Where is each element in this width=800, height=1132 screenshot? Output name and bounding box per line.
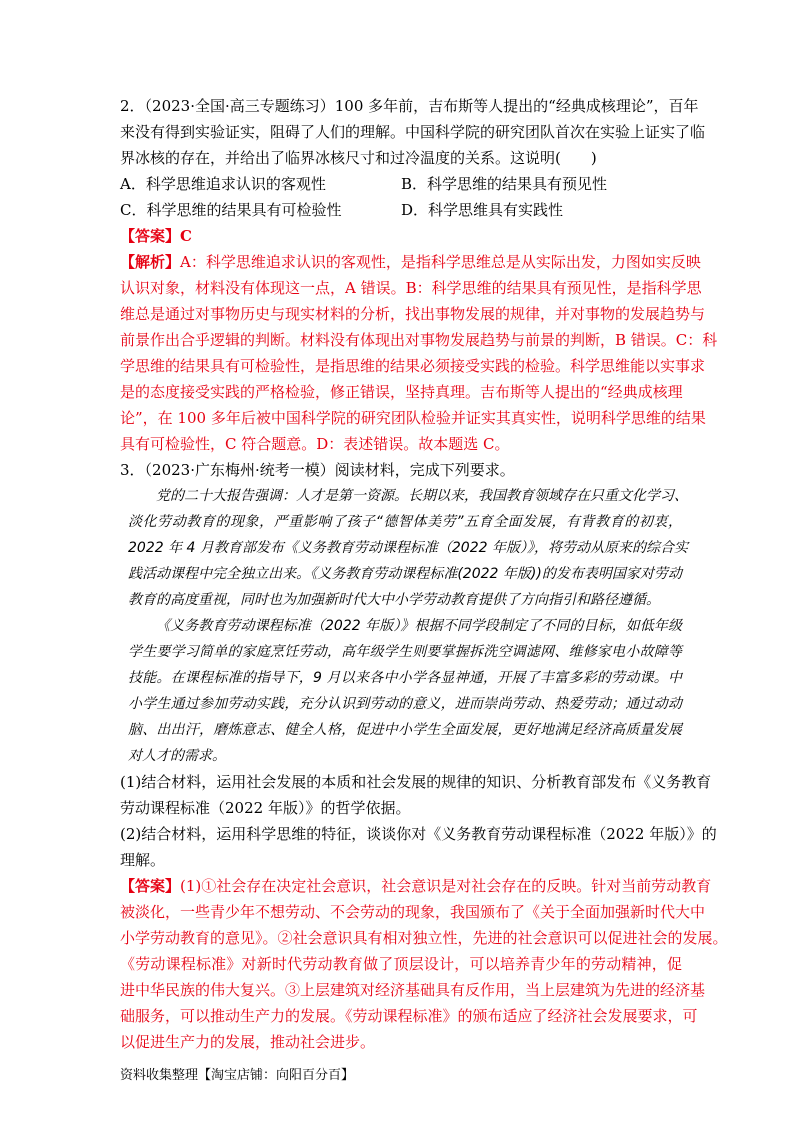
q2-analysis-line: 具有可检验性，C 符合题意。D：表述错误。故本题选 C。 [120,435,510,453]
q2-option-b: B．科学思维的结果具有预见性 [401,175,608,193]
q2-answer [120,223,682,249]
q3-answer-line: 础服务，可以推动生产力的发展。《劳动课程标准》的颁布适应了经济社会发展要求，可 [120,1007,698,1025]
answer-text: (1)①社会存在决定社会意识，社会意识是对社会存在的反映。针对当前劳动教育 [180,877,712,895]
q2-analysis-line: 认识对象，材料没有体现这一点，A 错误。B：科学思维的结果具有预见性，是指科学思 [120,279,702,297]
q3-material-line: 小学生通过参加劳动实践，充分认识到劳动的意义，进而崇尚劳动、热爱劳动；通过动动 [128,696,682,712]
q2-stem-line: 2．（2023·全国·高三专题练习）100 多年前，吉布斯等人提出的“经典成核理论”，百年 [120,97,699,115]
q3-material-line: 学生要学习简单的家庭烹饪劳动，高年级学生则要掌握拆洗空调滤网、维修家电小故障等 [128,644,682,660]
analysis-text: A：科学思维追求认识的客观性，是指科学思维总是从实际出发，力图如实反映 [180,253,701,271]
q3-answer-line: 以促进生产力的发展，推动社会进步。 [120,1033,376,1051]
q3-material-line: 2022 年 4 月教育部发布《义务教育劳动课程标准（2022 年版）》，将劳动从原来的综合实 [128,540,688,556]
q2-analysis-line [120,249,701,275]
q3-material-line: 党的二十大报告强调：人才是第一资源。长期以来，我国教育领域存在只重文化学习、 [156,488,688,504]
q2-option-c: C．科学思维的结果具有可检验性 [120,201,342,219]
q3-answer-line [120,873,712,899]
q3-subquestion-line: 理解。 [120,851,166,869]
q2-analysis-line: 论”，在 100 多年后被中国科学院的研究团队检验并证实其真实性，说明科学思维的结果 [120,409,706,427]
q2-options-row [120,171,682,197]
q3-answer-line: 《劳动课程标准》对新时代劳动教育做了顶层设计，可以培养青少年的劳动精神，促 [120,955,682,973]
q3-subquestion-line: (1)结合材料，运用社会发展的本质和社会发展的规律的知识、分析教育部发布《义务教育 [120,773,712,791]
q2-options-row [120,197,682,223]
q2-option-a: A．科学思维追求认识的客观性 [120,175,326,193]
q3-material-line: 淡化劳动教育的现象，严重影响了孩子“德智体美劳”五育全面发展，有背教育的初衷， [128,514,682,530]
q3-intro: 3．（2023·广东梅州·统考一模）阅读材料，完成下列要求。 [120,461,515,479]
q2-analysis-line: 维总是通过对事物历史与现实材料的分析，找出事物发展的规律，并对事物的发展趋势与 [120,305,706,323]
q3-answer-line: 进中华民族的伟大复兴。③上层建筑对经济基础具有反作用，当上层建筑为先进的经济基 [120,981,706,999]
q2-analysis-line: 是的态度接受实践的严格检验，修正错误，坚持真理。吉布斯等人提出的“经典成核理 [120,383,683,401]
q3-material-line: 《义务教育劳动课程标准（2022 年版）》根据不同学段制定了不同的目标，如低年级 [156,618,682,634]
answer-tag: 【答案】 [120,877,181,895]
q2-stem-line: 界冰核的存在，并给出了临界冰核尺寸和过冷温度的关系。这说明( ) [120,149,597,167]
q3-material-line: 对人才的需求。 [128,748,226,764]
page-footer: 资料收集整理【淘宝店铺：向阳百分百】 [120,1068,355,1083]
q2-analysis-line: 学思维的结果具有可检验性，是指思维的结果必须接受实践的检验。科学思维能以实事求 [120,357,706,375]
q3-material-line: 脑、出出汗，磨炼意志、健全人格，促进中小学生全面发展，更好地满足经济高质量发展 [128,722,682,738]
q3-subquestion-line: 劳动课程标准（2022 年版）》的哲学依据。 [120,799,411,817]
analysis-tag: 【解析】 [120,253,181,271]
answer-tag: 【答案】 [120,227,181,245]
q3-subquestion-line: (2)结合材料，运用科学思维的特征，谈谈你对《义务教育劳动课程标准（2022 年版）》的 [120,825,717,843]
q3-material-line: 教育的高度重视，同时也为加强新时代大中小学劳动教育提供了方向指引和路径遵循。 [128,592,660,608]
q3-answer-line: 小学劳动教育的意见》。②社会意识具有相对独立性，先进的社会意识可以促进社会的发展。 [120,929,728,947]
q2-option-d: D．科学思维具有实践性 [401,201,564,219]
answer-value: C [180,227,192,245]
q3-answer-line: 被淡化，一些青少年不想劳动、不会劳动的现象，我国颁布了《关于全面加强新时代大中 [120,903,706,921]
q3-material-line: 技能。在课程标准的指导下，9 月以来各中小学各显神通，开展了丰富多彩的劳动课。中 [128,670,682,686]
q3-material-line: 践活动课程中完全独立出来。《义务教育劳动课程标准(2022 年版))的发布表明国家对劳动 [128,566,682,582]
q2-stem-line: 来没有得到实验证实，阻碍了人们的理解。中国科学院的研究团队首次在实验上证实了临 [120,123,706,141]
q2-analysis-line: 前景作出合乎逻辑的判断。材料没有体现出对事物发展趋势与前景的判断，B 错误。C：科 [120,331,718,349]
document-page [120,93,728,1055]
